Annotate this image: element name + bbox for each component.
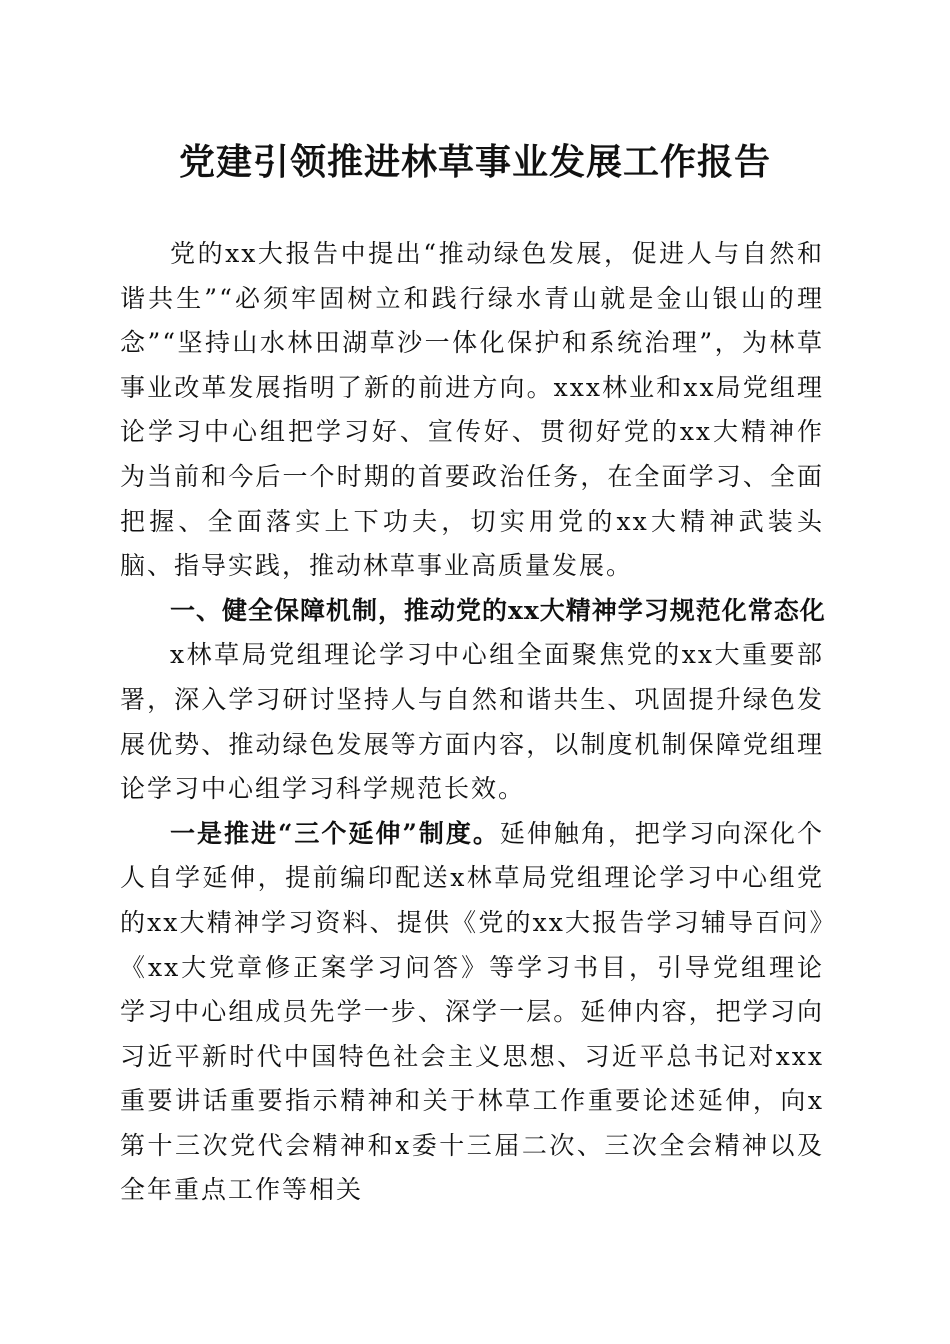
document-body (120, 232, 824, 1213)
section-1-paragraph: x林草局党组理论学习中心组全面聚焦党的xx大重要部署，深入学习研讨坚持人与自然和谐共生、巩固提升绿色发展优势、推动绿色发展等方面内容，以制度机制保障党组理论学习中心组学习科学规范长效。 (120, 640, 824, 804)
intro-paragraph: 党的xx大报告中提出“推动绿色发展，促进人与自然和谐共生”“必须牢固树立和践行绿水青山就是金山银山的理念”“坚持山水林田湖草沙一体化保护和系统治理”，为林草事业改革发展指明了新的前进方向。xxx林业和xx局党组理论学习中心组把学习好、宣传好、贯彻好党的xx大精神作为当前和今后一个时期的首要政治任务，在全面学习、全面把握、全面落实上下功夫，切实用党的xx大精神武装头脑、指导实践，推动林草事业高质量发展。 (120, 239, 824, 581)
document-title: 党建引领推进林草事业发展工作报告 (178, 141, 771, 183)
point-1-lead: 一是推进“三个延伸”制度。 (170, 818, 500, 848)
point-1-body: 延伸触角，把学习向深化个人自学延伸，提前编印配送x林草局党组理论学习中心组党的xx大精神学习资料、提供《党的xx大报告学习辅导百问》《xx大党章修正案学习问答》等学习书目，引导党组理论学习中心组成员先学一步、深学一层。延伸内容，把学习向习近平新时代中国特色社会主义思想、习近平总书记对xxx重要讲话重要指示精神和关于林草工作重要论述延伸，向x第十三次党代会精神和x委十三届二次、三次全会精神以及全年重点工作等相关 (120, 818, 824, 1205)
section-heading-1: 一、健全保障机制，推动党的xx大精神学习规范化常态化 (170, 595, 826, 625)
point-1-paragraph (120, 812, 824, 1213)
